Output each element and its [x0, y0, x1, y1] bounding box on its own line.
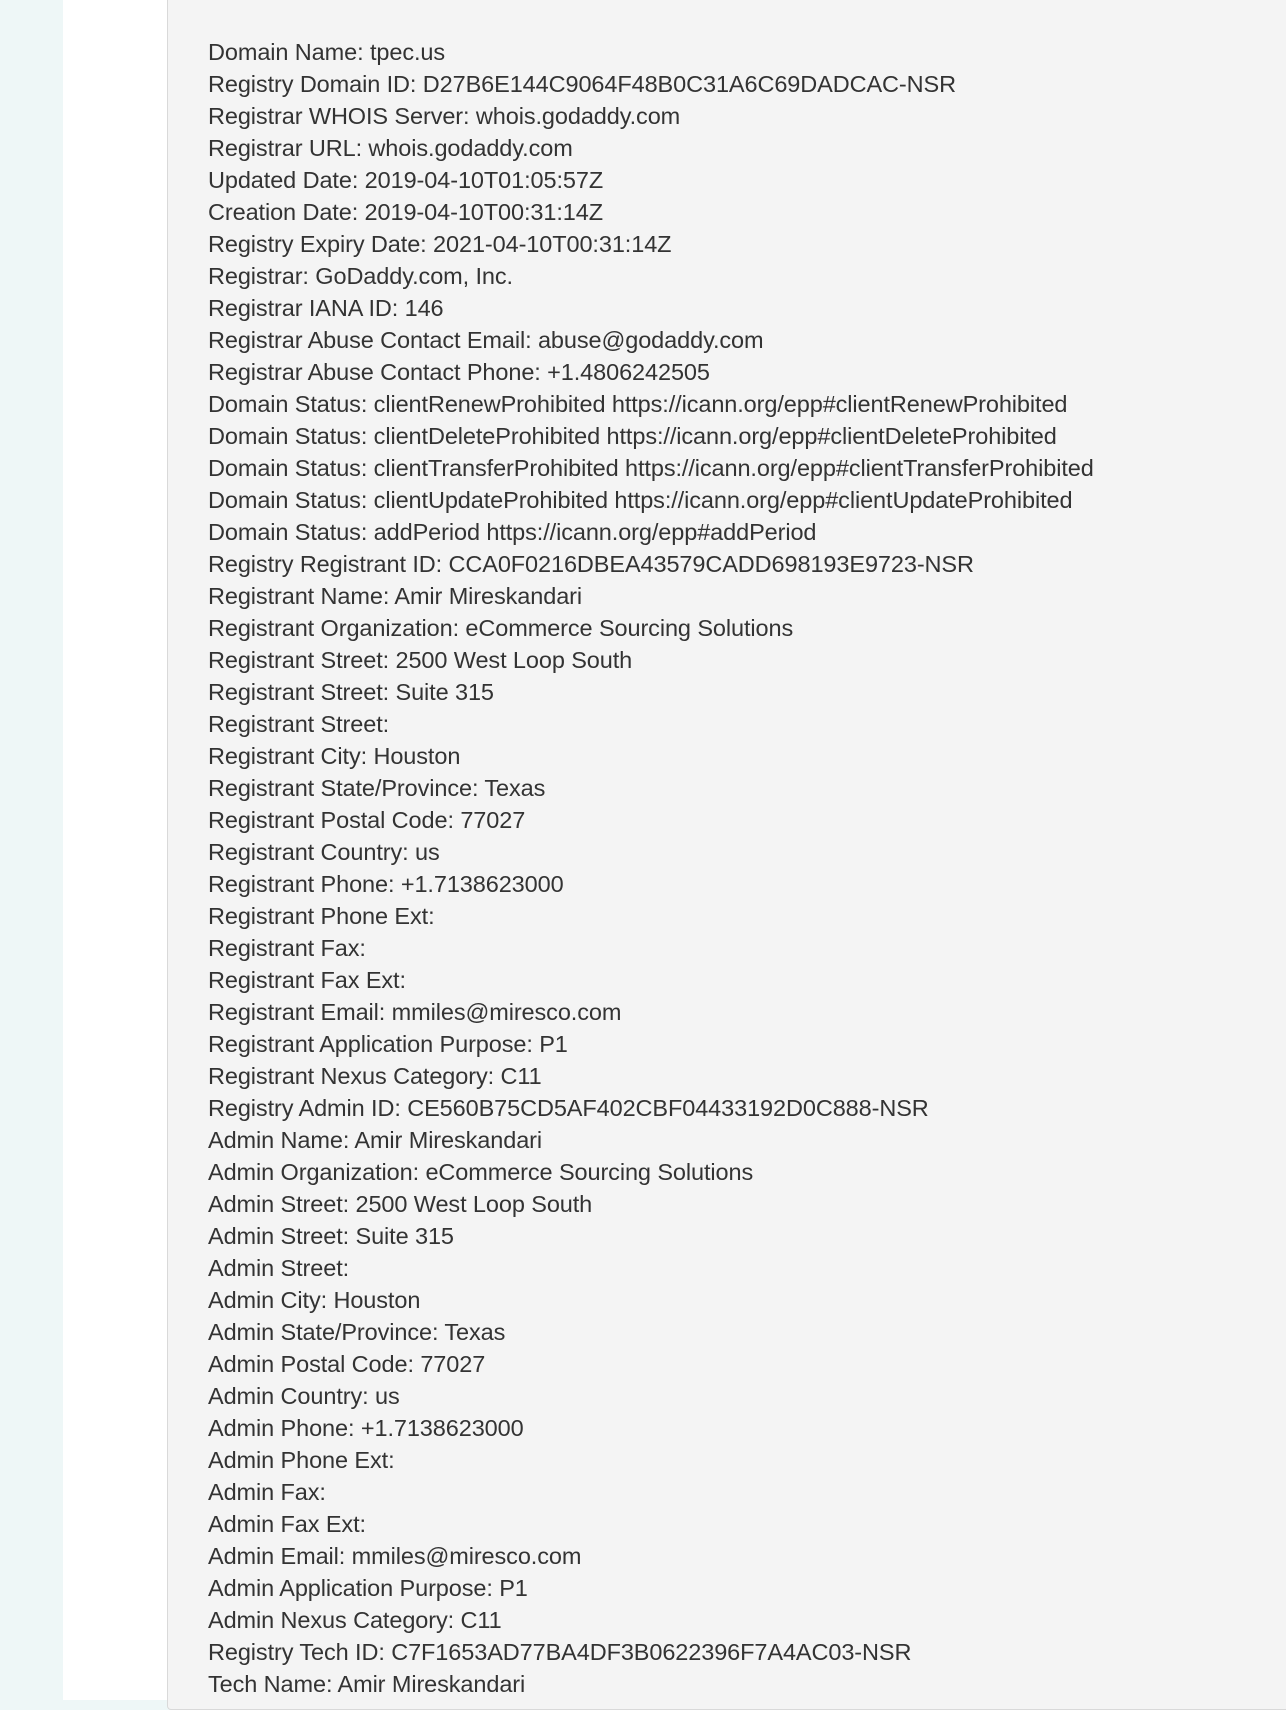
whois-line: Registrant Fax: [208, 935, 366, 961]
whois-line: Admin Nexus Category: C11 [208, 1607, 502, 1633]
whois-line: Registrant Phone Ext: [208, 903, 435, 929]
whois-line: Admin Application Purpose: P1 [208, 1575, 528, 1601]
whois-line: Registrant Country: us [208, 839, 440, 865]
whois-line: Registrant Fax Ext: [208, 967, 406, 993]
whois-line: Registrar IANA ID: 146 [208, 295, 444, 321]
whois-line: Admin Phone: +1.7138623000 [208, 1415, 524, 1441]
whois-line: Admin State/Province: Texas [208, 1319, 506, 1345]
whois-line: Admin Organization: eCommerce Sourcing Solutions [208, 1159, 754, 1185]
whois-line: Creation Date: 2019-04-10T00:31:14Z [208, 199, 603, 225]
whois-line: Tech Name: Amir Mireskandari [208, 1671, 526, 1697]
whois-line: Admin Postal Code: 77027 [208, 1351, 486, 1377]
whois-line: Registrant Organization: eCommerce Sourcing Solutions [208, 615, 794, 641]
whois-line: Registrant Street: [208, 711, 390, 737]
whois-line: Registrar Abuse Contact Phone: +1.4806242505 [208, 359, 710, 385]
whois-line: Admin Phone Ext: [208, 1447, 395, 1473]
whois-line: Registry Expiry Date: 2021-04-10T00:31:14Z [208, 231, 672, 257]
whois-line: Admin Street: 2500 West Loop South [208, 1191, 593, 1217]
whois-line: Domain Status: addPeriod https://icann.org/epp#addPeriod [208, 519, 817, 545]
whois-line: Admin Country: us [208, 1383, 400, 1409]
whois-line: Registrant Phone: +1.7138623000 [208, 871, 564, 897]
whois-line: Admin Fax Ext: [208, 1511, 366, 1537]
whois-line: Admin Street: Suite 315 [208, 1223, 454, 1249]
whois-line: Registrar Abuse Contact Email: abuse@godaddy.com [208, 327, 764, 353]
whois-line: Updated Date: 2019-04-10T01:05:57Z [208, 167, 604, 193]
whois-record-lines [208, 36, 1094, 1700]
whois-line: Registrant Application Purpose: P1 [208, 1031, 568, 1057]
whois-line: Admin Street: [208, 1255, 350, 1281]
whois-line: Registrar URL: whois.godaddy.com [208, 135, 573, 161]
whois-line: Admin Email: mmiles@miresco.com [208, 1543, 582, 1569]
whois-line: Registrant Postal Code: 77027 [208, 807, 526, 833]
whois-line: Registry Tech ID: C7F1653AD77BA4DF3B0622396F7A4AC03-NSR [208, 1639, 912, 1665]
whois-line: Domain Status: clientUpdateProhibited https://icann.org/epp#clientUpdateProhibited [208, 487, 1073, 513]
whois-line: Registrar: GoDaddy.com, Inc. [208, 263, 513, 289]
whois-line: Registrant Street: Suite 315 [208, 679, 494, 705]
whois-line: Registry Admin ID: CE560B75CD5AF402CBF04433192D0C888-NSR [208, 1095, 929, 1121]
whois-line: Registrant Street: 2500 West Loop South [208, 647, 633, 673]
whois-line: Registrar WHOIS Server: whois.godaddy.com [208, 103, 681, 129]
whois-line: Admin Fax: [208, 1479, 326, 1505]
whois-line: Registrant City: Houston [208, 743, 461, 769]
whois-line: Registrant Name: Amir Mireskandari [208, 583, 583, 609]
whois-line: Domain Status: clientTransferProhibited https://icann.org/epp#clientTransferProhibited [208, 455, 1094, 481]
whois-line: Admin Name: Amir Mireskandari [208, 1127, 543, 1153]
whois-line: Registry Domain ID: D27B6E144C9064F48B0C31A6C69DADCAC-NSR [208, 71, 956, 97]
whois-line: Domain Name: tpec.us [208, 39, 446, 65]
whois-line: Registrant State/Province: Texas [208, 775, 546, 801]
whois-line: Domain Status: clientRenewProhibited https://icann.org/epp#clientRenewProhibited [208, 391, 1068, 417]
whois-line: Registrant Email: mmiles@miresco.com [208, 999, 622, 1025]
whois-record-panel [167, 0, 1286, 1710]
whois-line: Admin City: Houston [208, 1287, 421, 1313]
whois-line: Domain Status: clientDeleteProhibited https://icann.org/epp#clientDeleteProhibited [208, 423, 1057, 449]
page-column [63, 0, 1286, 1700]
whois-line: Registry Registrant ID: CCA0F0216DBEA43579CADD698193E9723-NSR [208, 551, 974, 577]
whois-line: Registrant Nexus Category: C11 [208, 1063, 542, 1089]
